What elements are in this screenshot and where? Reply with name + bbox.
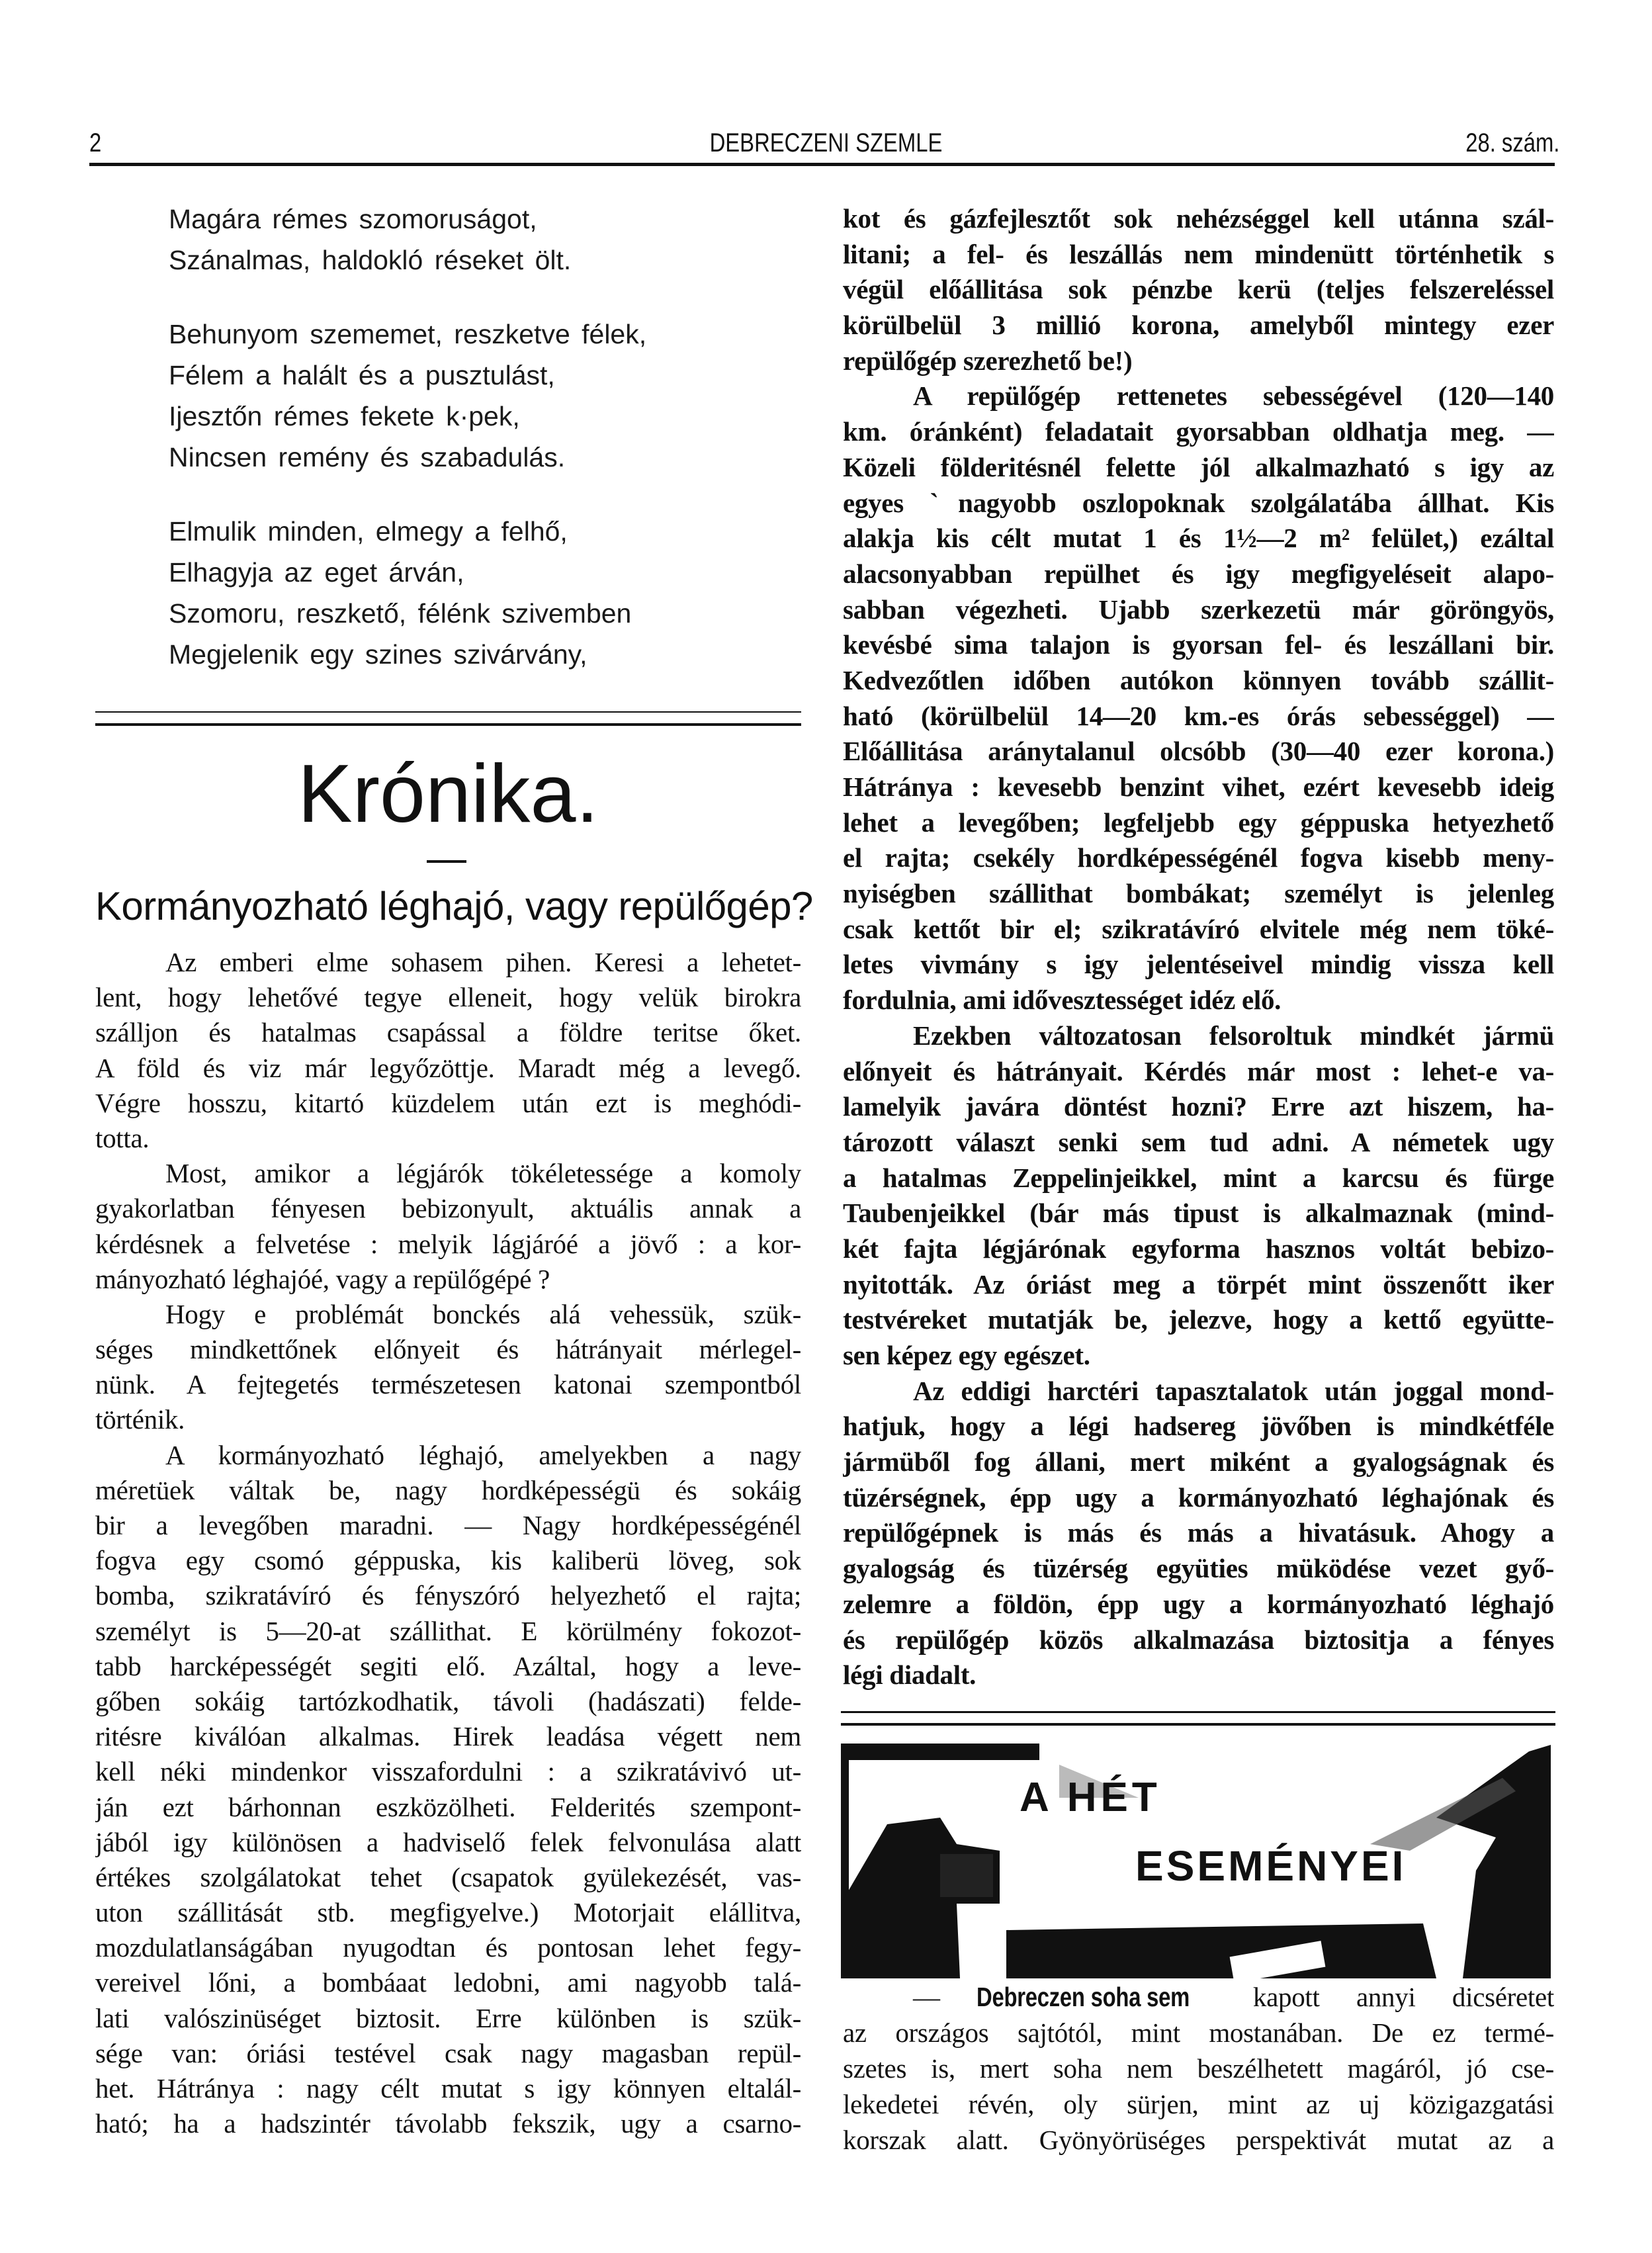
text-line: litani; a fel- és leszállás nem mindenütt történhetik s [843,238,1554,269]
poem-line: Megjelenik egy szines szivárvány, [169,639,587,670]
text-line: Végre hosszu, kitartó küzdelem után ezt is meghódi- [95,1087,801,1118]
poem-line: Nincsen remény és szabadulás. [169,442,566,472]
text-line: Taubenjeikkel (bár más tipust is alkalmaznak (mind- [843,1198,1554,1229]
text-line: kérdésnek a felvetése : melyik lágjáróé a jövő : a kor- [95,1228,801,1259]
text-line: csak kettőt bir el; szikratávíró elvitele még nem töké- [843,913,1554,944]
text-line: ható; ha a hadszintér távolabb fekszik, ugy a csarno- [95,2108,801,2139]
text-line: kot és gázfejlesztőt sok nehézséggel kell utánna szál- [843,203,1554,234]
text-line: alakja kis célt mutat 1 és 1½—2 m² felület,) ezáltal [843,523,1554,554]
text-line: A föld és viz már legyőzöttje. Maradt még a levegő. [95,1052,801,1083]
text-line: totta. [95,1122,150,1153]
text-line: vereivel lőni, a bombáaat ledobni, ami nagyobb talá- [95,1967,801,1998]
text-line: tározott választ senki sem tud adni. A németek ugy [843,1126,1554,1157]
text-line: előnyeit és hátrányait. Kérdés már most : lehet-e va- [843,1055,1554,1086]
illustration-divider-bottom [841,1723,1555,1726]
text-line: gőben sokáig tartózkodhatik, távoli (hadászati) felde- [95,1685,801,1716]
text-line: uton szállitását stb. megfigyelve.) Motorjait elállitva, [95,1897,801,1928]
notice-first-line [843,1979,1554,2015]
poem-line: Elhagyja az eget árván, [169,557,464,588]
text-line: lati valószinüséget biztosit. Erre különben is szük- [95,2002,801,2033]
text-line: letes vivmány s igy jelentéseivel mindig vissza kell [843,949,1554,980]
poem-line: Félem a halált és a pusztulást, [169,360,555,390]
notice-dash: — [913,1982,977,2012]
text-line: korszak alatt. Gyönyörüséges perspektivát mutat az a [843,2125,1554,2155]
right-column-body [843,201,1554,1693]
illustration-divider-top [841,1711,1555,1713]
text-line: értékes szolgálatokat tehet (csapatok gyülekezését, vas- [95,1861,801,1892]
poem-stanza [169,511,764,675]
text-line: mányozható léghajóé, vagy a repülőgépé ? [95,1263,550,1294]
text-line: nünk. A fejtegetés természetesen katonai szempontból [95,1369,801,1400]
text-line: történik. [95,1404,185,1435]
text-line: sabban végezheti. Ujabb szerkezetü már göröngyös, [843,594,1554,625]
text-line: kell néki mindenkor visszafordulni : a szikratávivó ut- [95,1756,801,1787]
text-line: a hatalmas Zeppelinjeikkel, mint a karcsu és fürge [843,1162,1554,1193]
text-line: zelemre a földön, épp ugy a kormányozható léghajó [843,1588,1554,1619]
header-rule [89,163,1555,166]
text-line: fogva egy csomó géppuska, kis kaliberü löveg, sok [95,1545,801,1576]
text-line: ritésre kiválóan alkalmas. Hirek leadása végett nem [95,1721,801,1752]
a-het-esemenyei-illustration [841,1738,1551,1978]
illustration-title-line2: ESEMÉNYEI [1135,1842,1407,1890]
text-line: Az emberi elme sohasem pihen. Keresi a lehetet- [165,947,801,977]
text-line: repülőgép szerezhető be!) [843,345,1133,376]
text-line: az országos sajtótól, mint mostanában. De ez termé- [843,2017,1554,2048]
text-line: el rajta; csekély hordképességénél fogva kisebb meny- [843,842,1554,873]
notice-paragraph [843,1979,1554,2158]
text-line: lehet a levegőben; legfeljebb egy géppuska hetyezhető [843,807,1554,838]
text-line: lent, hogy lehetővé tegye elleneit, hogy velük birokra [95,982,801,1013]
text-line: gyakorlatban fényesen bebizonyult, aktuális annak a [95,1193,801,1224]
text-line: végül előállitása sok pénzbe kerü (teljes felszereléssel [843,274,1554,305]
text-line: egyes ˋnagyobb oszlopoknak szolgálatába állhat. Kis [843,487,1554,518]
poem-line: Behunyom szememet, reszketve félek, [169,319,647,349]
text-line: kevésbé sima talajon is gyorsan fel- és leszállani bir. [843,629,1554,660]
notice-first-rest: kapott annyi dicséretet [1216,1982,1554,2012]
poem-line: Ijesztőn rémes fekete k·pek, [169,401,520,431]
poem-line: Elmulik minden, elmegy a felhő, [169,516,568,547]
text-line: ján ezt bárhonnan eszközölheti. Felderités szempont- [95,1791,801,1822]
text-line: Most, amikor a légjárók tökéletessége a komoly [165,1158,801,1189]
text-line: lamelyik javára döntést hozni? Erre azt hiszem, ha- [843,1091,1554,1122]
text-line: tabb harcképességét segiti elő. Azáltal, hogy a leve- [95,1650,801,1681]
page-number: 2 [89,128,102,157]
text-line: Közeli földeritésnél felette jól alkalmazható s igy az [843,451,1554,482]
text-line: és repülőgép közös alkalmazása biztositja a fényes [843,1624,1554,1655]
text-line: szetes is, mert soha nem beszélhetett magáról, jó cse- [843,2053,1554,2084]
text-line: Hogy e problémát bonckés alá vehessük, szük- [165,1298,801,1329]
left-column-body [95,945,801,2141]
text-line: A kormányozható léghajó, amelyekben a nagy [165,1439,801,1470]
text-line: tüzérségnek, épp ugy a kormányozható léghajónak és [843,1481,1554,1513]
poem-line: Szomoru, reszkető, félénk szivemben [169,598,632,629]
text-line: méretüek váltak be, nagy hordképességü és sokáig [95,1474,801,1505]
text-line: nyitották. Az óriást meg a törpét mint összenőtt iker [843,1268,1554,1300]
text-line: Kedvezőtlen időben autókon könnyen tovább szállit- [843,664,1554,695]
text-line: bomba, szikratávíró és fényszóró helyezhető el rajta; [95,1580,801,1611]
text-line: repülőgépnek is más és más a hivatásuk. Ahogy a [843,1517,1554,1548]
text-line: bir a levegőben maradni. — Nagy hordképességénél [95,1510,801,1540]
issue-number: 28. szám. [1465,128,1559,157]
text-line: sége van: óriási testével csak nagy magasban repül- [95,2037,801,2068]
notice-bold-lead: Debreczen soha sem [977,1982,1190,2012]
text-line: alacsonyabban repülhet és igy megfigyeléseit alapo- [843,558,1554,589]
section-divider-top [95,711,801,713]
text-line: km. óránként) feladatait gyorsabban oldhatja meg. — [843,416,1554,447]
text-line: légi diadalt. [843,1659,977,1691]
poem-line: Magára rémes szomoruságot, [169,204,537,234]
text-line: mozdulatlanságában nyugodtan és pontosan lehet fegy- [95,1932,801,1963]
illustration-title-line1: A HÉT [1020,1775,1161,1820]
text-line: Ezekben változatosan felsoroltuk mindkét jármü [913,1020,1554,1051]
text-line: ható (körülbelül 14—20 km.-es órás sebességgel) — [843,700,1554,731]
text-line: szálljon és hatalmas csapással a földre teritse őket. [95,1017,801,1048]
text-line: jából igy különösen a hadviselő felek felvonulása alatt [95,1826,801,1857]
text-line: két fajta légjárónak egyforma hasznos voltát bebizo- [843,1233,1554,1264]
text-line: Hátránya : kevesebb benzint vihet, ezért kevesebb ideig [843,772,1554,802]
text-line: körülbelül 3 millió korona, amelyből mintegy ezer [843,310,1554,341]
text-line: személyt is 5—20-at szállithat. E körülmény fokozot- [95,1615,801,1646]
title-dash [427,860,466,863]
text-line: testvéreket mutatják be, jelezve, hogy a kettő együtte- [843,1304,1554,1335]
text-line: séges mindkettőnek előnyeit és hátrányait mérlegel- [95,1334,801,1365]
poem [169,199,764,708]
text-line: jármüből fog állani, mert miként a gyalogságnak és [843,1446,1554,1478]
publication-title: DEBRECZENI SZEMLE [709,128,943,157]
text-line: gyalogság és tüzérség együties müködése vezet győ- [843,1553,1554,1584]
text-line: Előállitása aránytalanul olcsóbb (30—40 ezer korona.) [843,736,1554,767]
poem-stanza [169,314,764,478]
text-line: Az eddigi harctéri tapasztalatok után joggal mond- [913,1375,1554,1406]
poem-line: Szánalmas, haldokló réseket ölt. [169,245,572,275]
text-line: fordulnia, ami idővesztességet idéz elő. [843,985,1282,1016]
poem-stanza [169,199,764,281]
article-title: Kormányozható léghajó, vagy repülőgép? [95,884,813,928]
text-line: A repülőgép rettenetes sebességével (120—140 [913,380,1554,412]
section-title: Krónika. [298,748,599,840]
text-line: lekedetei révén, oly sürjen, mint az uj közigazgatási [843,2089,1554,2119]
text-line: hatjuk, hogy a légi hadsereg jövőben is mindkétféle [843,1411,1554,1442]
text-line: sen képez egy egészet. [843,1340,1090,1370]
text-line: nyiségben szállithat bombákat; személyt is jelenleg [843,878,1554,909]
text-line: het. Hátránya : nagy célt mutat s igy könnyen eltalál- [95,2073,801,2103]
section-divider-bottom [95,723,801,726]
